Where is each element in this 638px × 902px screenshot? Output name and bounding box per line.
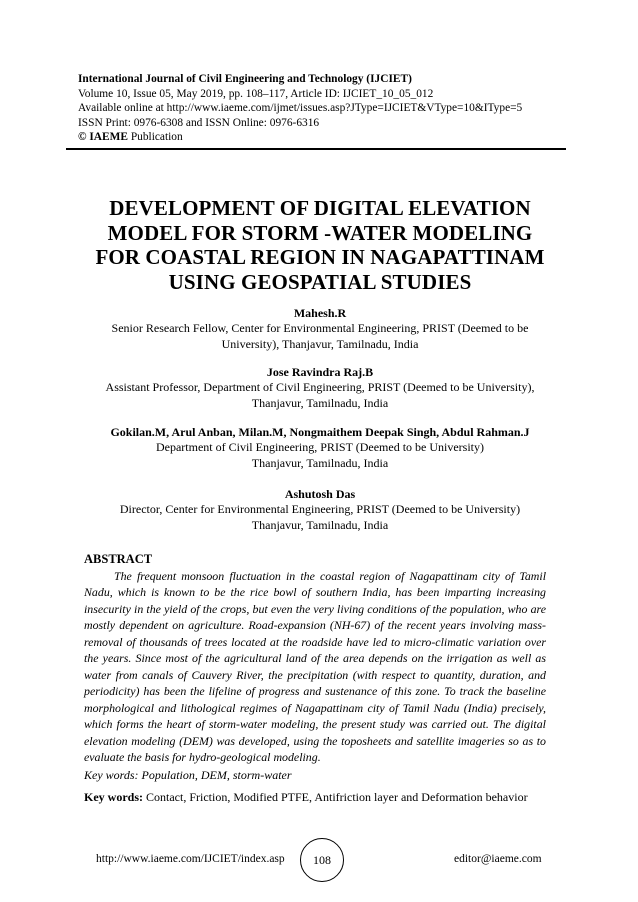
author-affiliation: Thanjavur, Tamilnadu, India	[251, 517, 389, 532]
author-block	[60, 486, 580, 533]
author-block	[60, 424, 580, 471]
author-affiliation: Assistant Professor, Department of Civil Engineering, PRIST (Deemed to be University),	[105, 380, 535, 394]
page-number: 108	[300, 838, 344, 882]
title-line: FOR COASTAL REGION IN NAGAPATTINAM	[95, 245, 545, 269]
copyright-line	[78, 130, 566, 145]
online-line: Available online at http://www.iaeme.com/ijmet/issues.asp?JType=IJCIET&VType=10&IType=5	[78, 102, 523, 115]
keywords-italic: Key words: Population, DEM, storm-water	[84, 768, 292, 783]
keywords-label: Key words:	[84, 790, 143, 805]
journal-header	[78, 72, 566, 145]
keywords-line	[84, 789, 546, 805]
author-affiliation: Thanjavur, Tamilnadu, India	[251, 395, 389, 410]
abstract-body: The frequent monsoon fluctuation in the coastal region of Nagapattinam city of Tamil Nadu, which is known to be the rice bowl of southern India, has been imparting increasing insecurity in the yield of the crops, but even the very living conditions of the population, who are mostly dependent on agriculture. Road-expansion (NH-67) of the recent years involving mass-removal of thousands of trees located at the roadside have led to micro-climatic variation over the years. Since most of the agricultural land of the area depends on the irrigation as well as water from canals of Cauvery River, the precipitation (with respect to quantity, duration, and periodicity) has been the lifeline of progress and sustenance of this zone. To track the baseline morphological and lithological regimes of Nagapattinam city of Tamil Nadu (India) precisely, which forms the heart of storm-water modeling, the present study was carried out. The digital elevation modeling (DEM) was developed, using the toposheets and satellite imageries so as to evaluate the basis for hydro-geological modeling.	[84, 569, 546, 764]
copyright-rest: Publication	[127, 131, 183, 144]
author-affiliation: University), Thanjavur, Tamilnadu, India	[221, 336, 419, 351]
author-block	[60, 364, 580, 411]
issn-line: ISSN Print: 0976-6308 and ISSN Online: 0976-6316	[78, 116, 320, 129]
journal-title: International Journal of Civil Engineering and Technology (IJCIET)	[78, 73, 412, 85]
volume-line: Volume 10, Issue 05, May 2019, pp. 108–117, Article ID: IJCIET_10_05_012	[78, 87, 434, 100]
footer-url-link[interactable]: http://www.iaeme.com/IJCIET/index.asp	[96, 853, 285, 865]
abstract-section	[84, 551, 546, 805]
title-line: USING GEOSPATIAL STUDIES	[168, 269, 472, 294]
copyright-holder: © IAEME	[78, 131, 128, 144]
footer-email-link[interactable]: editor@iaeme.com	[454, 853, 542, 865]
author-name: Mahesh.R	[293, 306, 347, 320]
author-affiliation: Director, Center for Environmental Engineering, PRIST (Deemed to be University)	[119, 502, 521, 516]
author-affiliation: Department of Civil Engineering, PRIST (Deemed to be University)	[155, 440, 485, 454]
header-rule	[66, 148, 566, 150]
title-line: MODEL FOR STORM -WATER MODELING	[107, 220, 533, 245]
author-name: Gokilan.M, Arul Anban, Milan.M, Nongmaithem Deepak Singh, Abdul Rahman.J	[110, 425, 530, 439]
author-affiliation: Senior Research Fellow, Center for Environmental Engineering, PRIST (Deemed to be	[111, 321, 529, 335]
abstract-heading: ABSTRACT	[84, 552, 153, 566]
page-footer	[0, 838, 638, 882]
author-block	[60, 305, 580, 352]
author-name: Jose Ravindra Raj.B	[266, 365, 374, 379]
paper-title	[60, 196, 580, 294]
author-name: Ashutosh Das	[284, 487, 356, 501]
keywords-text: Contact, Friction, Modified PTFE, Antifriction layer and Deformation behavior	[143, 790, 528, 805]
title-line: DEVELOPMENT OF DIGITAL ELEVATION	[109, 196, 531, 220]
author-affiliation: Thanjavur, Tamilnadu, India	[251, 455, 389, 470]
